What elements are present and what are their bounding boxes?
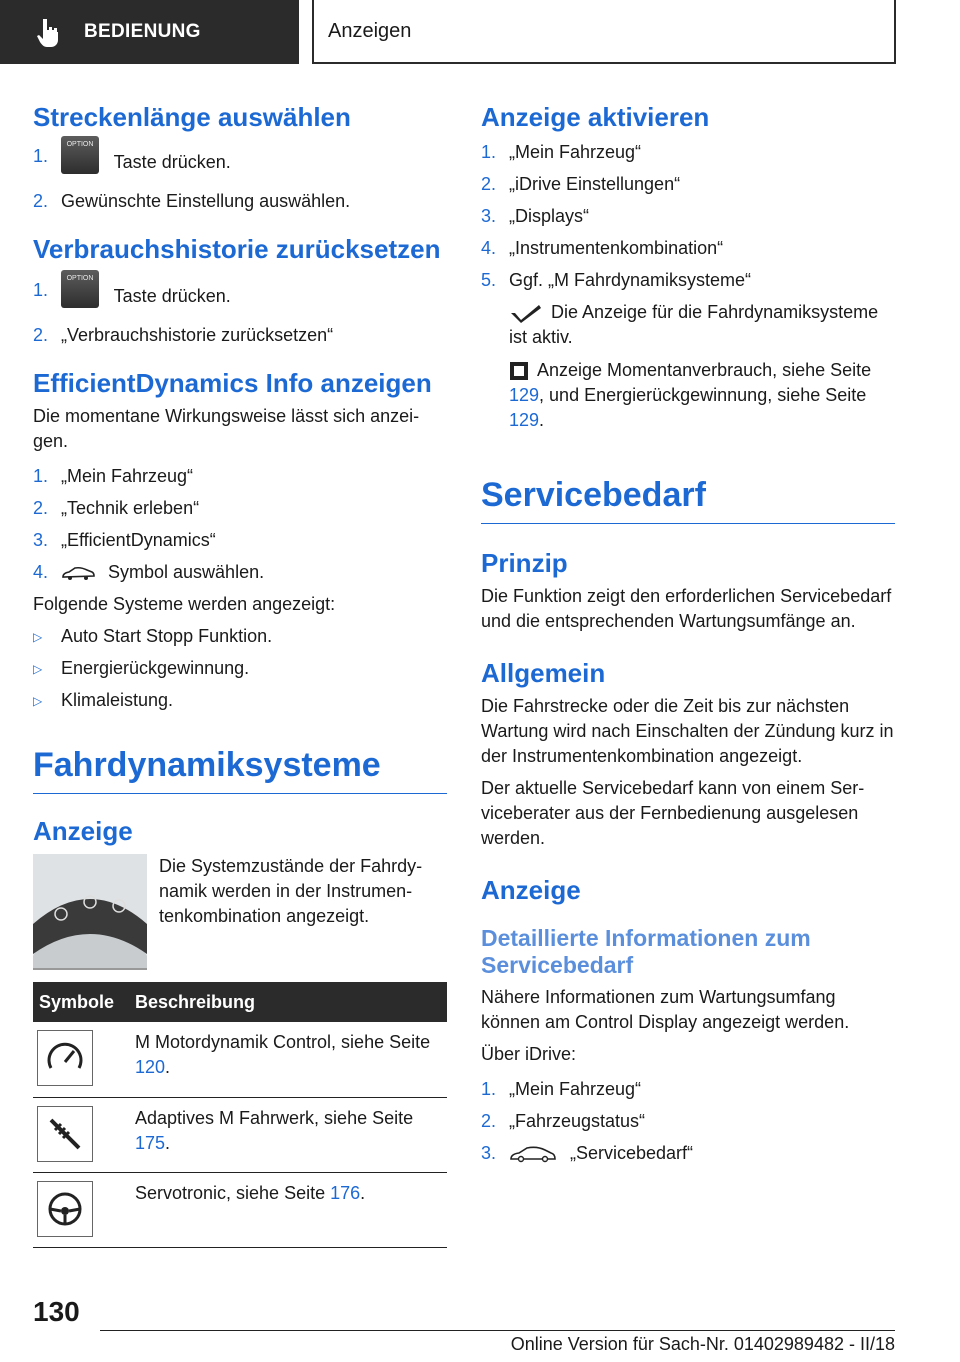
filled-square-icon bbox=[509, 361, 529, 381]
list-item: 2. „iDrive Einstellungen“ bbox=[481, 174, 681, 194]
list-item: ▷ Auto Start Stopp Funktion. bbox=[33, 626, 273, 646]
list-item: 2. Gewünschte Einstellung auswählen. bbox=[33, 191, 351, 211]
instrument-cluster-image bbox=[33, 854, 147, 970]
heading-fahrdynamiksysteme: Fahrdynamiksysteme bbox=[33, 743, 447, 794]
footer-divider bbox=[100, 1330, 895, 1331]
efficientdynamics-intro: Die momentane Wirkungsweise lässt sich anzeigen. bbox=[33, 406, 420, 451]
speedometer-icon bbox=[45, 1038, 85, 1078]
page-link[interactable]: 120 bbox=[135, 1057, 166, 1077]
page-link[interactable]: 176 bbox=[330, 1182, 361, 1203]
heading-prinzip: Prinzip bbox=[481, 548, 568, 578]
prinzip-text: Die Funktion zeigt den erforderlichen Servicebedarf und die entsprechenden Wartungsumfänge an. bbox=[481, 586, 892, 631]
list-item: 1. „Mein Fahrzeug“ bbox=[481, 142, 642, 162]
steps-efficientdynamics bbox=[33, 464, 447, 585]
heading-servicebedarf: Servicebedarf bbox=[481, 473, 895, 524]
table-row: Adaptives M Fahrwerk, siehe Seite 175. bbox=[33, 1097, 447, 1172]
steps-servicebedarf bbox=[481, 1077, 895, 1166]
car-icon bbox=[509, 1145, 557, 1163]
left-column bbox=[33, 100, 447, 1248]
allgemein-text-2: Der aktuelle Servicebedarf kann von einem Serviceberater aus der Fernbedienung ausgelesen werden. bbox=[481, 778, 865, 848]
steps-anzeige-aktivieren bbox=[481, 140, 895, 293]
list-item: 1. „Mein Fahrzeug“ bbox=[33, 466, 194, 486]
section-tab bbox=[312, 0, 896, 64]
heading-efficientdynamics: EfficientDynamics Info anzeigen bbox=[33, 368, 432, 398]
list-item: 3. „Displays“ bbox=[481, 206, 590, 226]
shock-absorber-icon bbox=[45, 1114, 85, 1154]
page-number: 130 bbox=[33, 1296, 80, 1327]
systems-list bbox=[33, 624, 447, 713]
anzeige-block bbox=[33, 854, 447, 970]
list-item: 2. „Verbrauchshistorie zurücksetzen“ bbox=[33, 325, 334, 345]
heading-streckenlaenge: Streckenlänge auswählen bbox=[33, 102, 351, 132]
hand-pointer-icon bbox=[36, 17, 62, 47]
heading-allgemein: Allgemein bbox=[481, 658, 606, 688]
detail-text: Nähere Informationen zum Wartungsumfang können am Control Display angezeigt werden. bbox=[481, 987, 850, 1032]
table-header-beschreibung: Beschreibung bbox=[129, 982, 447, 1022]
right-column bbox=[481, 100, 895, 1173]
anzeige-desc: Die Systemzustände der Fahrdynamik werden in der Instrumentenkombination angezeigt. bbox=[159, 856, 423, 926]
list-item: ▷ Klimaleistung. bbox=[33, 690, 174, 710]
chapter-label: BEDIENUNG bbox=[84, 21, 201, 42]
steps-streckenlaenge bbox=[33, 141, 447, 214]
list-item: 2. „Fahrzeugstatus“ bbox=[481, 1111, 646, 1131]
steering-wheel-icon bbox=[45, 1189, 85, 1229]
steps-verbrauchshistorie bbox=[33, 275, 447, 348]
heading-anzeige-aktivieren: Anzeige aktivieren bbox=[481, 102, 710, 132]
list-item: 4. „Instrumentenkombination“ bbox=[481, 238, 724, 258]
online-version-text: Online Version für Sach-Nr. 01402989482 - II/18 bbox=[510, 1334, 895, 1354]
list-item: ▷ Energierückgewinnung. bbox=[33, 658, 250, 678]
table-header-symbole: Symbole bbox=[33, 982, 129, 1022]
table-row: Servotronic, siehe Seite 176. bbox=[33, 1172, 447, 1247]
list-item: 2. „Technik erleben“ bbox=[33, 498, 200, 518]
list-item: 1. OPTION Taste drücken. bbox=[33, 278, 447, 316]
option-key-icon: OPTION bbox=[61, 270, 99, 308]
via-idrive: Über iDrive: bbox=[481, 1044, 577, 1064]
heading-anzeige-service: Anzeige bbox=[481, 875, 581, 905]
symbol-table bbox=[33, 982, 447, 1248]
systems-intro: Folgende Systeme werden angezeigt: bbox=[33, 594, 336, 614]
heading-anzeige: Anzeige bbox=[33, 816, 133, 846]
car-efficiency-icon bbox=[61, 565, 95, 581]
page-link[interactable]: 129 bbox=[509, 410, 540, 430]
checkmark-icon bbox=[509, 303, 543, 323]
table-row: M Motordynamik Control, siehe Seite 120. bbox=[33, 1022, 447, 1097]
check-note: Die Anzeige für die Fahrdynamiksysteme ist aktiv. bbox=[509, 302, 879, 347]
list-item: 4. Symbol auswählen. bbox=[33, 562, 265, 582]
list-item: 1. „Mein Fahrzeug“ bbox=[481, 1079, 642, 1099]
page-header bbox=[0, 0, 960, 66]
heading-detaillierte-info: Detaillierte Informationen zum Servicebedarf bbox=[481, 925, 811, 978]
list-item: 3. „EfficientDynamics“ bbox=[33, 530, 216, 550]
list-item: 5. Ggf. „M Fahrdynamiksysteme“ bbox=[481, 270, 752, 290]
section-label: Anzeigen bbox=[328, 19, 412, 42]
page-link[interactable]: 129 bbox=[509, 385, 540, 405]
box-note: Anzeige Momentanverbrauch, siehe Seite 129, und Energierückgewinnung, siehe Seite 129. bbox=[509, 360, 872, 430]
heading-verbrauchshistorie: Verbrauchshistorie zurücksetzen bbox=[33, 234, 441, 264]
page-link[interactable]: 175 bbox=[135, 1132, 166, 1153]
option-key-icon: OPTION bbox=[61, 136, 99, 174]
allgemein-text-1: Die Fahrstrecke oder die Zeit bis zur nächsten Wartung wird nach Einschalten der Zündung kurz in der Instrumentenkombination angezeigt. bbox=[481, 696, 894, 766]
list-item: 1. OPTION Taste drücken. bbox=[33, 144, 447, 182]
chapter-tab bbox=[0, 0, 299, 64]
list-item: 3. „Servicebedarf“ bbox=[481, 1143, 694, 1163]
